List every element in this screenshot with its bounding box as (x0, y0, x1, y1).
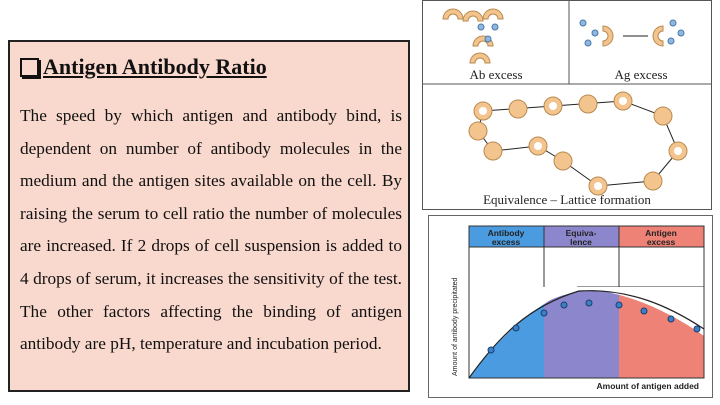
zone2-label: Equiva- (565, 228, 597, 238)
zone1-label: Antibody (487, 228, 525, 238)
zone1-label-2: excess (491, 237, 521, 247)
precipitation-curve-figure (428, 215, 713, 398)
lattice-caption: Equivalence – Lattice formation (483, 192, 651, 207)
ag-excess-caption: Ag excess (614, 67, 668, 82)
lattice-figure (422, 0, 712, 210)
body-paragraph: The speed by which antigen and antibody bind, is dependent on number of antibody molecules in the medium and the antigen sites available on the cell. By raising the serum to cell ratio the number of molecules are increased. If 2 drops of cell suspension is added to 4 drops of serum, it increases the sensitivity of the test. The other factors affecting the binding of antigen antibody are pH, temperature and incubation period. (20, 106, 402, 354)
zone3-label: Antigen (645, 228, 677, 238)
slide-title (20, 54, 267, 80)
ab-excess-caption: Ab excess (469, 67, 523, 82)
checkbox-bullet-icon (20, 58, 39, 77)
x-axis-label: Amount of antigen added (596, 381, 699, 391)
zone2-label-2: lence (570, 237, 592, 247)
title-text: Antigen Antibody Ratio (43, 54, 267, 79)
zone3-label-2: excess (646, 237, 676, 247)
text-panel (8, 40, 410, 392)
y-axis-label: Amount of antibody precipitated (452, 277, 459, 376)
